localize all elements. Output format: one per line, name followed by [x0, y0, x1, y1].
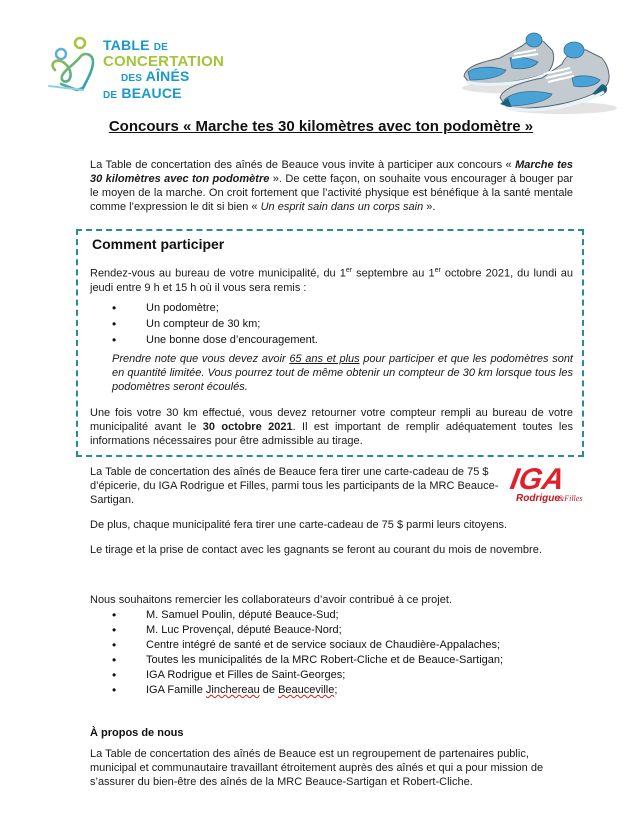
municipality-draw: De plus, chaque municipalité fera tirer une carte-cadeau de 75 $ parmi leurs citoyens.: [90, 519, 508, 531]
iga-logo-text: IGA: [507, 463, 567, 496]
contest-name: Marche tes 30 kilomètres avec ton podomètre: [90, 159, 573, 185]
collaborators-list: [112, 608, 572, 698]
intro-text: La Table de concertation des aînés de Beauce vous invite à participer aux concours «: [90, 159, 516, 171]
list-item: • Un podomètre;: [112, 300, 552, 316]
about-heading: À propos de nous: [90, 727, 184, 739]
draw-paragraph: La Table de concertation des aînés de Beauce fera tirer une carte-cadeau de 75 $ d’épicerie, du IGA Rodrigue et Filles, parmi tous les participants de la MRC Beauce-Sartigan.: [90, 466, 499, 506]
about-paragraph: La Table de concertation des aînés de Beauce est un regroupement de partenaires public, municipal et communautaire travaillant étroitement auprès des aînés et qui a pour mission de s’assurer du bien-être des aînés de la MRC Beauce-Sartigan et Robert-Cliche.: [90, 748, 544, 788]
draw-timing: Le tirage et la prise de contact avec les gagnants se feront au courant du mois de novembre.: [90, 544, 542, 556]
spelling-flag: Jinchereau: [205, 684, 260, 696]
list-item: • Toutes les municipalités de la MRC Robert-Cliche et de Beauce-Sartigan;: [112, 653, 572, 668]
participation-heading: Comment participer: [92, 236, 225, 252]
running-shoes-image: [452, 28, 622, 116]
list-item: • Un compteur de 30 km;: [112, 316, 552, 332]
items-list: [112, 300, 552, 348]
intro-text: ».: [423, 201, 436, 213]
deadline-date: 30 octobre 2021: [202, 421, 293, 433]
iga-logo: [507, 461, 583, 506]
iga-logo-script: &Filles: [558, 494, 583, 503]
spelling-flag: Beauceville: [278, 684, 335, 696]
quote: Un esprit sain dans un corps sain: [260, 201, 424, 213]
return-instructions: Une fois votre 30 km effectué, vous devez retourner votre compteur rempli au bureau de votre municipalité avant le 30 octobre 2021. Il est important de remplir adéquatement toutes les informations nécessaires pour être admissible au tirage.: [90, 407, 573, 447]
page-title: Concours « Marche tes 30 kilomètres avec ton podomètre »: [108, 118, 534, 135]
intro-paragraph: [90, 158, 573, 214]
intro-text: ». De cette façon, on souhaite vous encourager à bouger par le moyen de la marche. On croit fortement que l’activité physique est bénéfique à la santé mentale comme l’expression le dit si bien «: [90, 173, 573, 213]
eligibility-note: Prendre note que vous devez avoir 65 ans et plus pour participer et que les podomètres sont en quantité limitée. Vous pourrez tout de même obtenir un compteur de 30 km lorsque tous les podomètres seront écoulés.: [112, 353, 573, 393]
participation-instructions: Rendez-vous au bureau de votre municipalité, du 1er septembre au 1er octobre 2021, du lundi au jeudi entre 9 h et 15 h où il vous sera remis :: [90, 267, 574, 294]
list-item: • M. Samuel Poulin, député Beauce-Sud;: [112, 608, 572, 623]
age-requirement: 65 ans et plus: [289, 353, 360, 365]
seniors-heart-icon: [47, 36, 103, 94]
iga-logo-subtext: Rodrigue: [516, 493, 560, 504]
list-item: • M. Luc Provençal, député Beauce-Nord;: [112, 623, 572, 638]
list-item: • Une bonne dose d’encouragement.: [112, 332, 552, 348]
organization-logo: [47, 36, 227, 101]
thanks-intro: Nous souhaitons remercier les collaborateurs d’avoir contribué à ce projet.: [90, 594, 452, 606]
list-item: • Centre intégré de santé et de service sociaux de Chaudière-Appalaches;: [112, 638, 572, 653]
list-item: • IGA Rodrigue et Filles de Saint-Georges;: [112, 668, 572, 683]
logo-text: TABLE DE CONCERTATION DES AÎNÉS DE BEAUCE: [103, 37, 225, 101]
list-item: • IGA Famille Jinchereau de Beauceville;: [112, 683, 572, 698]
